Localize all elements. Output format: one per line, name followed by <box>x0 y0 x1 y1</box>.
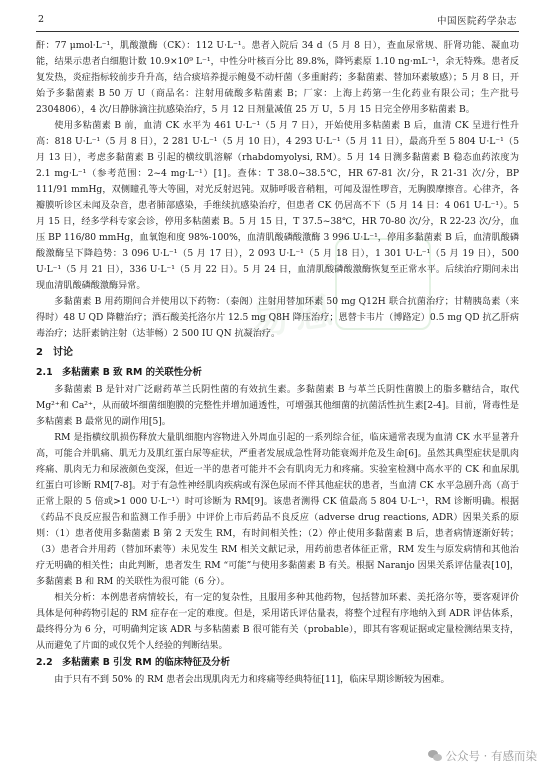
paragraph-polymyxin-mechanism: 多黏菌素 B 是针对广泛耐药革兰氏阴性菌的有效抗生素。多黏菌素 B 与革兰氏阴性菌膜上的脂多糖结合，取代 Mg²⁺和 Ca²⁺，从而破坏细菌细胞膜的完整性并增加通透性，可增强其他细菌的抗菌活性抗生素[2-4]。目前，肾毒性是多粘菌素 B 最常见的副作用[5]。 <box>36 385 519 427</box>
footer-watermark <box>428 748 537 764</box>
section-heading-discussion: 2 讨论 <box>36 347 73 358</box>
paragraph-correlation-analysis: 相关分析：本例患者病情较长，有一定的复杂性，且服用多种其他药物，包括替加环素、美托洛尔等，要客观评价具体是何种药物引起的 RM 症存在一定的难度。但是，采用诺氏评估量表，将整个过程有序地纳入到 ADR 评估体系，最终得分为 6 分，可明确判定该 ADR 与多粘菌素 B 很可能有关（probable），即其有客观证据或定量检测结果支持，从而避免了片面的或仅凭个人经验的判断结果。 <box>36 593 519 651</box>
section-heading-2-2: 2.2 多粘菌素 B 引发 RM 的临床特征及分析 <box>36 657 230 668</box>
paragraph-ck-course: 使用多粘菌素 B 前，血清 CK 水平为 461 U·L⁻¹（5 月 7 日），开始使用多粘菌素 B 后，血清 CK 呈进行性升高：818 U·L⁻¹（5 月 8 日），2 281 U·L⁻¹（5 月 10 日），4 293 U·L⁻¹（5 月 11 日），最高升至 5 804 U·L⁻¹（5 月 13 日），考虑多黏菌素 B 引起的横纹肌溶解（rhabdomyolysi, RM）。5 月 14 日测多黏菌素 B 稳态血药浓度为 2.1 mg·L⁻¹（参考范围：2~4 mg·L⁻¹）[1]。查体：T 38.0~38.5℃，HR 67-81 次/分，R 21-31 次/分，BP 111/91 mmHg，双侧瞳孔等大等圆，对光反射迟钝。双肺呼吸音稍粗，可闻及湿性啰音，无胸膜摩擦音。心律齐，各瓣膜听诊区未闻及杂音，患者肺部感染，手维续抗感染治疗，但患者 CK 仍居高不下（5 月 14 日：4 061 U·L⁻¹）。5 月 15 日，经多学科专家会诊，停用多粘菌素 B。5 月 15 日，T 37.5~38℃，HR 70-80 次/分，R 22-23 次/分，血压 BP 116/80 mmHg，血氧饱和度 98%-100%，血清肌酸磷酸激酶 3 996 U·L⁻¹，停用多黏菌素 B 后，血清肌酸磷酸激酶呈下降趋势：3 096 U·L⁻¹（5 月 17 日），2 093 U·L⁻¹（5 月 18 日），1 301 U·L⁻¹（5 月 19 日），500 U·L⁻¹（5 月 21 日），336 U·L⁻¹（5 月 22 日）。5 月 24 日，血清肌酸磷酸激酶恢复至正常水平。后续治疗期间未出现血清肌酸磷酸激酶异常。 <box>36 121 519 291</box>
footer-watermark-text: 公众号 · 有感而染 <box>445 749 537 763</box>
section-heading-2-1: 2.1 多粘菌素 B 致 RM 的关联性分析 <box>36 367 202 378</box>
paragraph-concomitant-drugs: 多黏菌素 B 用药期间合并使用以下药物：（泰阁）注射用替加环素 50 mg Q12H 联合抗菌治疗；甘精胰岛素（来得时）48 U QD 降糖治疗；酒石酸美托洛尔片 12.5 mg Q8H 降压治疗；恩替卡韦片（博路定）0.5 mg QD 抗乙肝病毒治疗；达肝素钠注射（达菲畅）2 500 IU QN 抗凝治疗。 <box>36 297 519 339</box>
header-rule <box>36 31 519 32</box>
paragraph-clinical-features: 由于只有不到 50% 的 RM 患者会出现肌肉无力和疼痛等经典特征[11]，临床早期诊断较为困难。 <box>54 675 450 685</box>
paragraph-rm-diagnosis: RM 是指横纹肌损伤释放大量肌细胞内容物进入外周血引起的一系列综合征，临床通常表现为血清 CK 水平显著升高，可能合并肌痛、肌无力及肌红蛋白尿等症状，严重者发展成急性肾功能衰竭并危及生命[6]。虽然其典型症状是肌肉疼痛、肌肉无力和尿液颜色变深，但近一半的患者可能并不会有肌肉无力和疼痛。实验室检测中高水平的 CK 和血尿肌红蛋白可诊断 RM[7-8]。对于有急性神经肌肉疾病或有深色尿而不伴其他症状的患者，当血清 CK 水平急剧升高（高于正常上限的 5 倍或>1 000 U·L⁻¹）时可诊断为 RM[9]。该患者测得 CK 值最高 5 804 U·L⁻¹，RM 诊断明确。根据《药品不良反应报告和监测工作手册》中评价上市后药品不良反应（adverse drug reactions, ADR）因果关系的原则：（1）患者使用多黏菌素 B 第 2 天发生 RM，有时间相关性；（2）停止使用多黏菌素 B 后，患者病情逐渐好转；（3）患者合并用药（替加环素等）未见发生 RM 相关文献记录，用药前患者体征正常，RM 发生与原发病情和其他治疗无明确的相关性；由此判断，患者发生 RM “可能”与使用多黏菌素 B 有关。根据 Naranjo 因果关系评估量表[10]，多黏菌素 B 和 RM 的关联性为很可能（6 分）。 <box>36 433 519 587</box>
page-number: 2 <box>38 14 45 25</box>
journal-title: 中国医院药学杂志 <box>436 16 517 27</box>
article-body <box>36 38 519 688</box>
wechat-icon <box>428 750 442 762</box>
paragraph-lab-results: 酐：77 μmol·L⁻¹，肌酸激酶（CK）：112 U·L⁻¹。患者入院后 34 d（5 月 8 日），查血尿常规、肝肾功能、凝血功能，结果示患者白细胞计数 10.9×10⁹ L⁻¹，中性分叶核百分比 89.8%，降钙素原 1.10 ng·mL⁻¹，余无特殊。患者反复发热，炎症指标较前步升升高，结合痰培养提示鲍曼不动杆菌（多重耐药；多黏菌素、替加环素敏感）；5 月 8 日，开始予多黏菌素 B 50 万 U（商品名：注射用硫酸多粘菌素 B；厂家：上海上药第一生化药业有限公司；生产批号 2304806），4 次/日静脉滴注抗感染治疗，5 月 12 日剂量减值 25 万 U，5 月 15 日完全停用多粘菌素 B。 <box>36 41 519 115</box>
watermark-center: 易恩 <box>247 288 342 344</box>
